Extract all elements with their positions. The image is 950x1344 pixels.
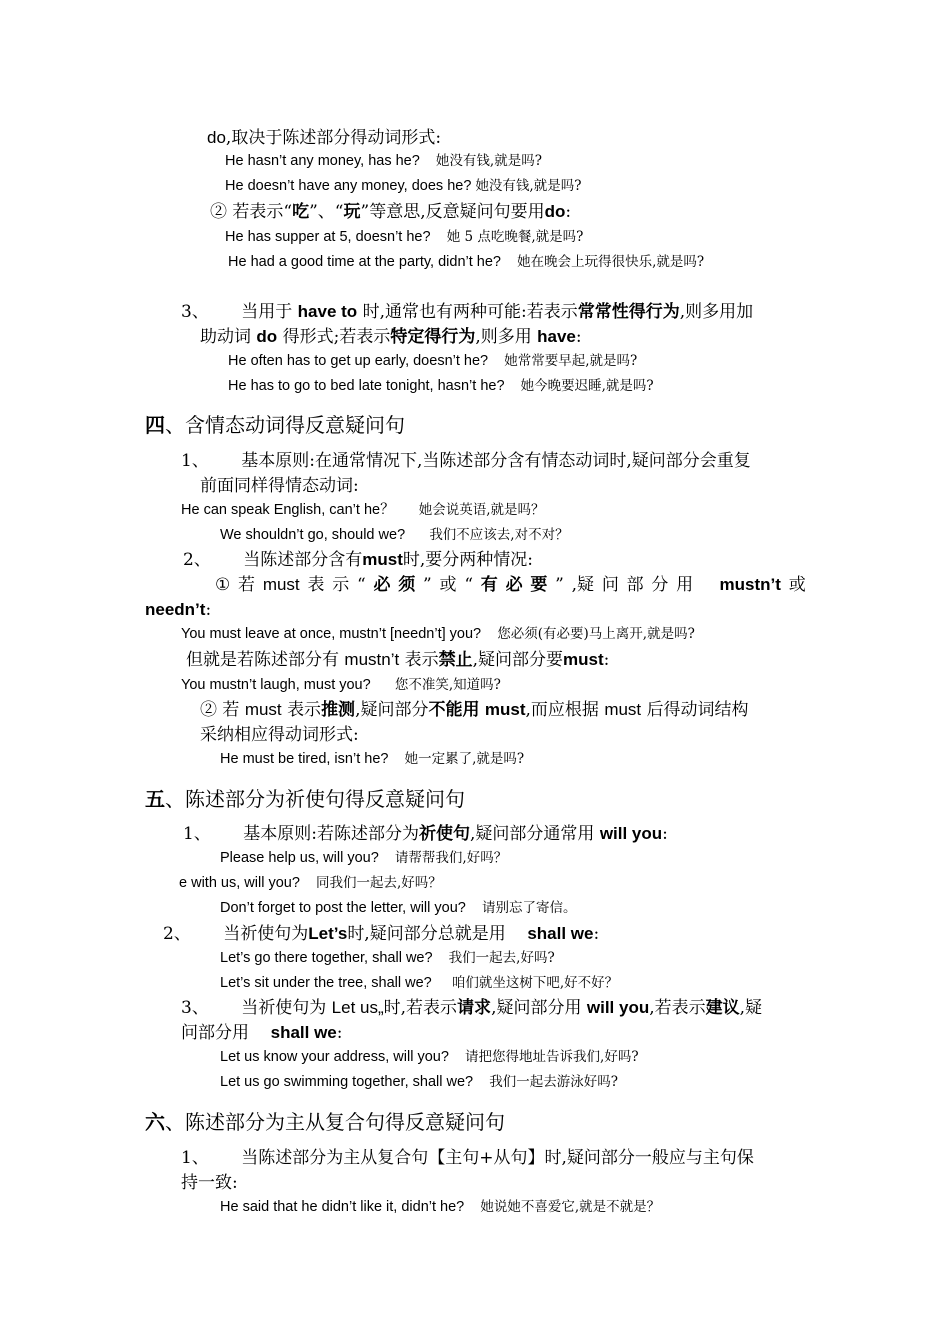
text-line: 但就是若陈述部分有 mustn’t 表示禁止,疑问部分要must: [186, 650, 610, 670]
paragraph-line: ② 若 must 表示推测,疑问部分不能用 must,而应根据 must 后得动词结构 [200, 700, 749, 720]
example-line: Please help us, will you? 请帮帮我们,好吗？ [220, 850, 508, 866]
paragraph-line: 3、 当用于 have to 时,通常也有两种可能:若表示常常性得行为,则多用加 [181, 302, 754, 322]
text-line: ② 若表示“吃”、“玩”等意思,反意疑问句要用do: [210, 202, 572, 222]
example-line: He must be tired, isn’t he? 她一定累了,就是吗? [220, 751, 525, 767]
paragraph-line: 助动词 do 得形式;若表示特定得行为,则多用 have: [200, 327, 582, 347]
example-line: He has to go to bed late tonight, hasn’t he? 她今晚要迟睡,就是吗? [228, 378, 654, 394]
example-line: He has supper at 5, doesn’t he? 她 5 点吃晚餐,就是吗? [225, 229, 584, 245]
paragraph-line: 1、 基本原则:若陈述部分为祈使句,疑问部分通常用 will you: [183, 824, 668, 844]
section-heading: 五、陈述部分为祈使句得反意疑问句 [145, 787, 465, 811]
example-line: He doesn’t have any money, does he? 她没有钱,就是吗? [225, 178, 582, 194]
example-line: Let’s go there together, shall we? 我们一起去,好吗? [220, 950, 555, 966]
example-line: Don’t forget to post the letter, will you? 请别忘了寄信。 [220, 900, 577, 916]
example-line: Let us know your address, will you? 请把您得地址告诉我们,好吗? [220, 1049, 639, 1065]
example-line: Let us go swimming together, shall we? 我们一起去游泳好吗? [220, 1074, 618, 1090]
paragraph-line: 持一致: [181, 1173, 238, 1193]
example-line: You must leave at once, mustn’t [needn’t] you? 您必须(有必要)马上离开,就是吗? [181, 626, 695, 642]
example-line: e with us, will you? 同我们一起去,好吗？ [179, 875, 442, 891]
example-line: He had a good time at the party, didn’t he? 她在晚会上玩得很快乐,就是吗? [228, 254, 705, 270]
paragraph-line: 1、 当陈述部分为主从复合句【主句+从句】时,疑问部分一般应与主句保 [181, 1148, 754, 1168]
section-heading: 六、陈述部分为主从复合句得反意疑问句 [145, 1110, 505, 1134]
example-line: He hasn’t any money, has he? 她没有钱,就是吗? [225, 153, 542, 169]
paragraph-line: 采纳相应得动词形式: [200, 725, 359, 745]
paragraph-line: 1、 基本原则:在通常情况下,当陈述部分含有情态动词时,疑问部分会重复 [181, 451, 751, 471]
paragraph-line: 2、 当陈述部分含有must时,要分两种情况: [183, 550, 534, 570]
section-heading: 四、含情态动词得反意疑问句 [145, 413, 405, 437]
example-line: He can speak English, can’t he？ 她会说英语,就是吗？ [181, 502, 545, 518]
paragraph-line: 问部分用 shall we: [181, 1023, 343, 1043]
paragraph-line: 3、 当祈使句为 Let us„时,若表示请求,疑问部分用 will you,若表示建议,疑 [181, 998, 763, 1018]
example-line: He often has to get up early, doesn’t he? 她常常要早起,就是吗? [228, 353, 638, 369]
example-line: Let’s sit under the tree, shall we? 咱们就坐这树下吧,好不好？ [220, 975, 619, 991]
text-line: do,取决于陈述部分得动词形式: [207, 128, 442, 148]
example-line: He said that he didn’t like it, didn’t he? 她说她不喜爱它,就是不就是？ [220, 1199, 661, 1215]
text-line: needn’t: [145, 600, 212, 620]
example-line: You mustn’t laugh, must you? 您不准笑,知道吗? [181, 677, 501, 693]
paragraph-line: 2、 当祈使句为Let’s时,疑问部分总就是用 shall we: [163, 924, 600, 944]
paragraph-line: 前面同样得情态动词: [200, 476, 359, 496]
justified-line: ① 若 must 表 示 “ 必 须 ” 或 “ 有 必 要 ” ,疑 问 部 分 用 mustn’t 或 [215, 575, 806, 595]
example-line: We shouldn’t go, should we? 我们不应该去,对不对？ [220, 527, 569, 543]
